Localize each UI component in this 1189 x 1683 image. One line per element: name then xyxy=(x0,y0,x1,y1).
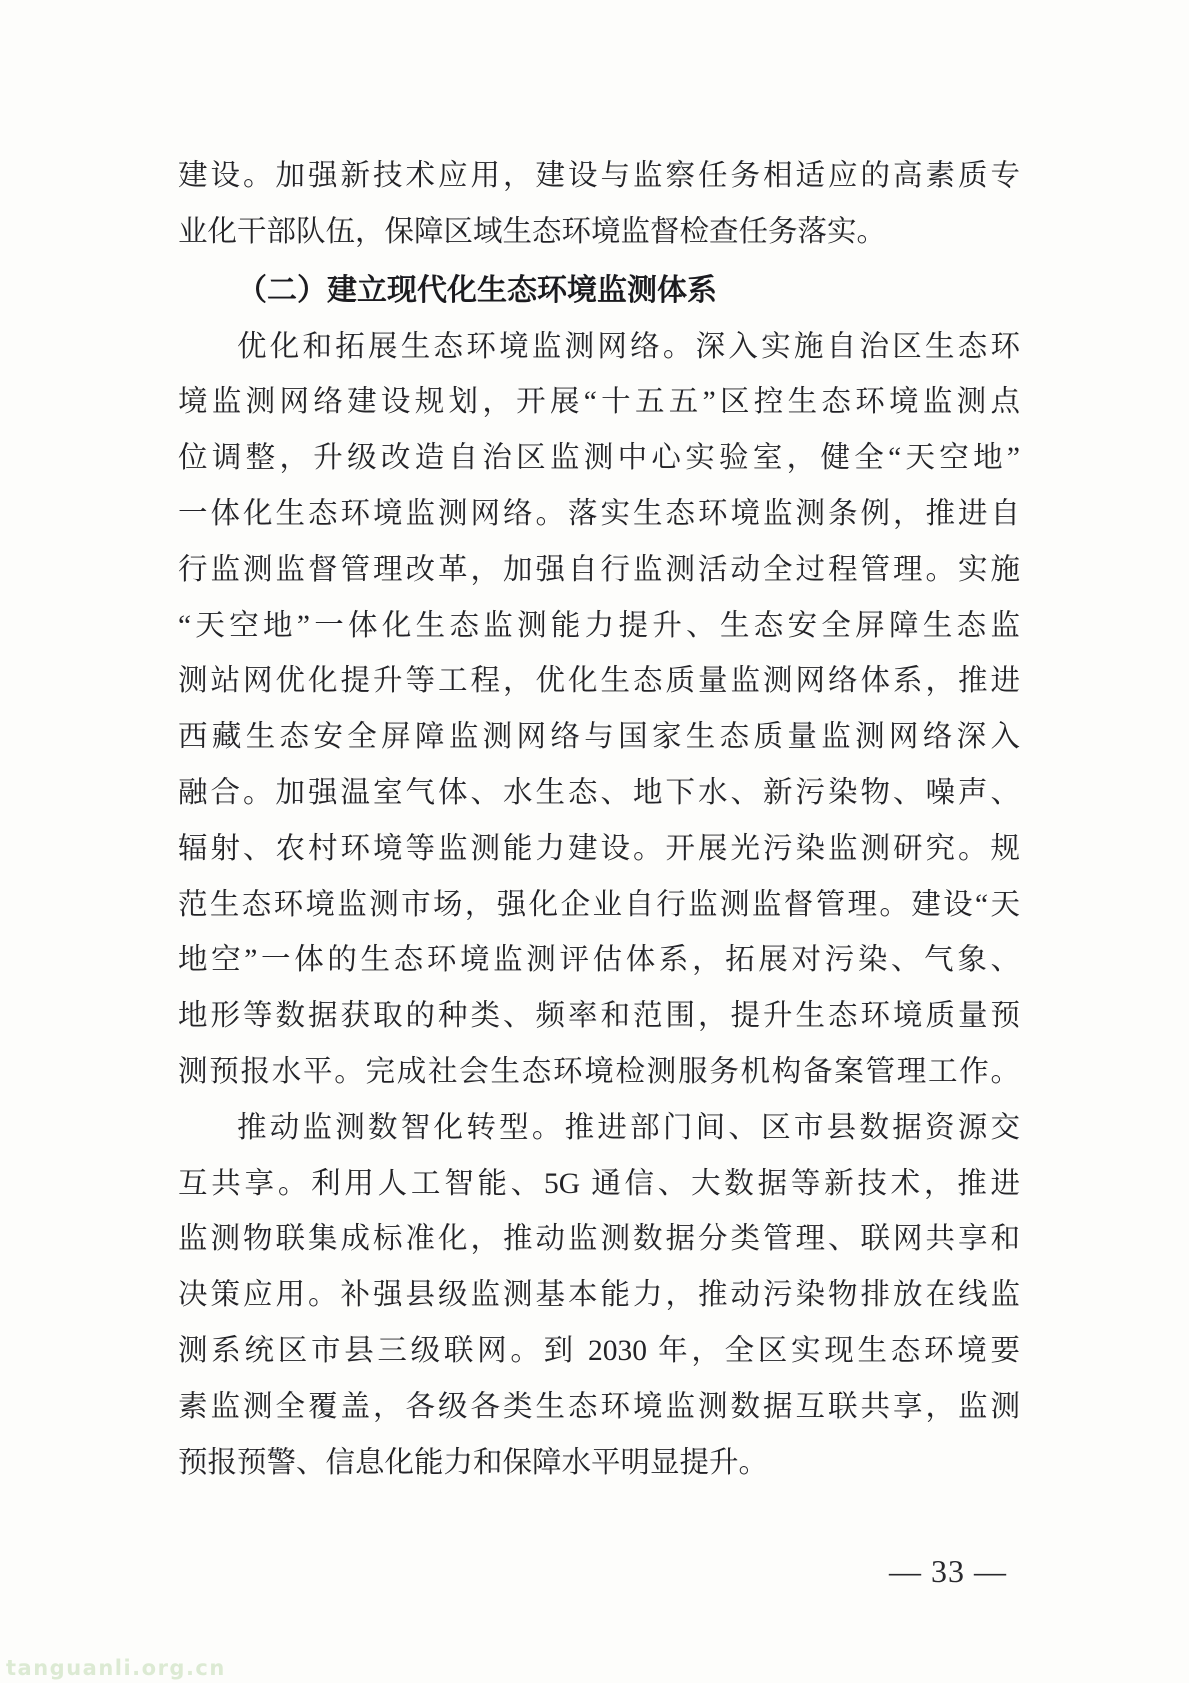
text-line: 一体化生态环境监测网络。落实生态环境监测条例，推进自 xyxy=(178,497,1020,530)
text-line: 监测物联集成标准化，推动监测数据分类管理、联网共享和 xyxy=(178,1223,1020,1256)
text-line: 境监测网络建设规划，开展“十五五”区控生态环境监测点 xyxy=(178,386,1020,419)
text-line: 测预报水平。完成社会生态环境检测服务机构备案管理工作。 xyxy=(178,1055,1020,1088)
text-line: 业化干部队伍，保障区域生态环境监督检查任务落实。 xyxy=(178,215,887,248)
text-line: 西藏生态安全屏障监测网络与国家生态质量监测网络深入 xyxy=(178,721,1020,754)
text-line: 互共享。利用人工智能、5G 通信、大数据等新技术，推进 xyxy=(178,1167,1020,1200)
text-line: 行监测监督管理改革，加强自行监测活动全过程管理。实施 xyxy=(178,553,1020,586)
watermark: tanguanli.org.cn xyxy=(6,1656,226,1680)
text-line: “天空地”一体化生态监测能力提升、生态安全屏障生态监 xyxy=(178,609,1020,642)
page-number: — 33 — xyxy=(889,1553,1007,1589)
text-line: 预报预警、信息化能力和保障水平明显提升。 xyxy=(178,1446,769,1479)
text-line: 推动监测数智化转型。推进部门间、区市县数据资源交 xyxy=(237,1111,1020,1144)
text-line: 测系统区市县三级联网。到 2030 年，全区实现生态环境要 xyxy=(178,1334,1020,1367)
text-line: 素监测全覆盖，各级各类生态环境监测数据互联共享，监测 xyxy=(178,1390,1020,1423)
text-line: 优化和拓展生态环境监测网络。深入实施自治区生态环 xyxy=(237,330,1020,363)
section-heading: （二）建立现代化生态环境监测体系 xyxy=(237,273,717,307)
text-line: 决策应用。补强县级监测基本能力，推动污染物排放在线监 xyxy=(178,1279,1020,1312)
text-line: 地形等数据获取的种类、频率和范围，提升生态环境质量预 xyxy=(178,1000,1020,1033)
text-line: 辐射、农村环境等监测能力建设。开展光污染监测研究。规 xyxy=(178,832,1020,865)
text-line: 位调整，升级改造自治区监测中心实验室，健全“天空地” xyxy=(178,442,1020,475)
text-line: 融合。加强温室气体、水生态、地下水、新污染物、噪声、 xyxy=(178,776,1020,809)
text-line: 测站网优化提升等工程，优化生态质量监测网络体系，推进 xyxy=(178,665,1020,698)
text-line: 建设。加强新技术应用，建设与监察任务相适应的高素质专 xyxy=(178,160,1020,192)
text-line: 范生态环境监测市场，强化企业自行监测监督管理。建设“天 xyxy=(178,888,1020,921)
document-body xyxy=(178,149,1020,1491)
text-line: 地空”一体的生态环境监测评估体系，拓展对污染、气象、 xyxy=(178,944,1020,977)
